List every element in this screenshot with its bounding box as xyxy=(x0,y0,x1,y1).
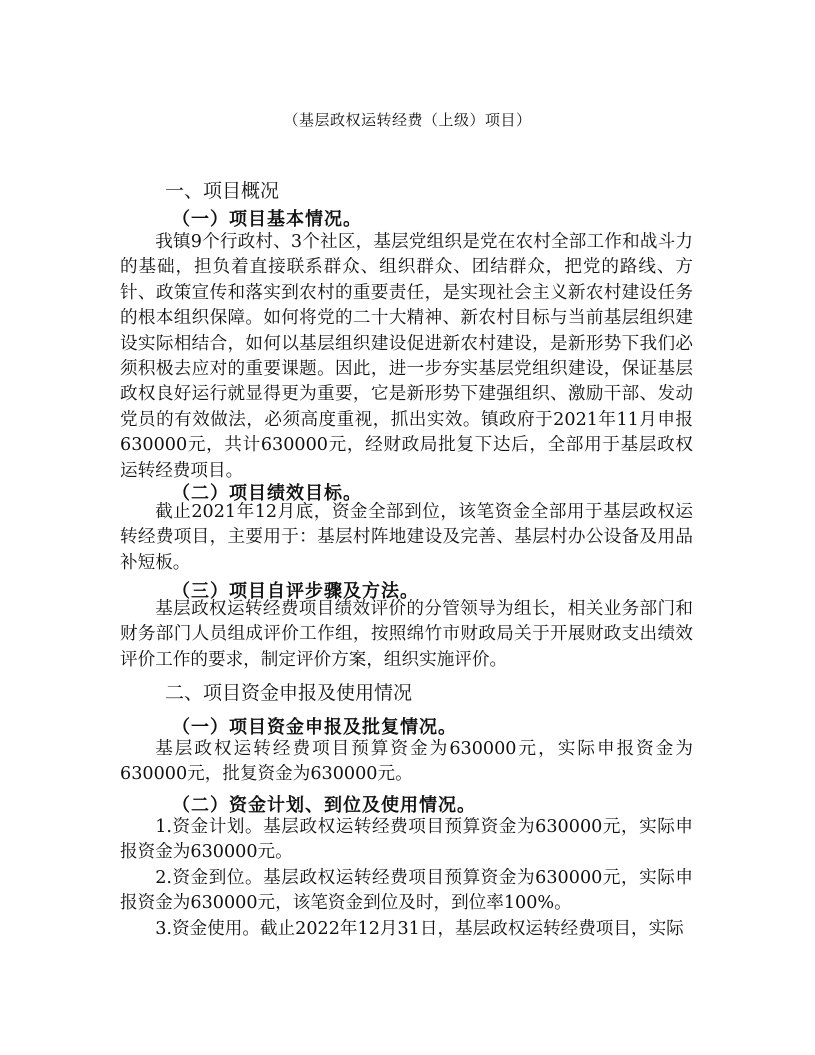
section-1-1-body xyxy=(120,230,693,484)
section-2-heading: 二、项目资金申报及使用情况 xyxy=(165,682,413,704)
section-1-3-heading: （三）项目自评步骤及方法。 xyxy=(172,581,419,602)
section-1-3-paragraph: 基层政权运转经费项目绩效评价的分管领导为组长，相关业务部门和财务部门人员组成评价工作组，按照绵竹市财政局关于开展财政支出绩效评价工作的要求，制定评价方案，组织实施评价。 xyxy=(120,599,693,670)
section-1-3-body xyxy=(120,597,693,673)
section-2-1-body xyxy=(120,737,693,788)
section-2-2-body xyxy=(120,815,693,942)
section-2-2-heading: （二）资金计划、到位及使用情况。 xyxy=(172,795,476,816)
section-2-2-item: 1.资金计划。基层政权运转经费项目预算资金为630000元，实际申报资金为630000元。 xyxy=(120,817,693,863)
section-1-1-heading: （一）项目基本情况。 xyxy=(172,209,362,230)
document-title: （基层政权运转经费（上级）项目） xyxy=(283,111,532,129)
section-1-1-paragraph: 我镇9个行政村、3个社区，基层党组织是党在农村全部工作和战斗力的基础，担负着直接联系群众、组织群众、团结群众，把党的路线、方针、政策宣传和落实到农村的重要责任，是实现社会主义新农村建设任务的根本组织保障。如何将党的二十大精神、新农村目标与当前基层组织建设实际相结合，如何以基层组织建设促进新农村建设，是新形势下我们必须积极去应对的重要课题。因此，进一步夯实基层党组织建设，保证基层政权良好运行就显得更为重要，它是新形势下建强组织、激励干部、发动党员的有效做法，必须高度重视，抓出实效。镇政府于2021年11月申报630000元，共计630000元，经财政局批复下达后，全部用于基层政权运转经费项目。 xyxy=(120,232,693,481)
section-1-2-paragraph: 截止2021年12月底，资金全部到位，该笔资金全部用于基层政权运转经费项目，主要用于：基层村阵地建设及完善、基层村办公设备及用品补短板。 xyxy=(120,502,693,573)
section-2-1-paragraph: 基层政权运转经费项目预算资金为630000元，实际申报资金为630000元，批复资金为630000元。 xyxy=(120,739,693,785)
section-2-2-item: 2.资金到位。基层政权运转经费项目预算资金为630000元，实际申报资金为630000元，该笔资金到位及时，到位率100%。 xyxy=(120,867,693,914)
section-1-2-body xyxy=(120,500,693,576)
section-1-heading: 一、项目概况 xyxy=(165,180,280,202)
section-2-1-heading: （一）项目资金申报及批复情况。 xyxy=(172,717,457,738)
section-2-2-item: 3.资金使用。截止2022年12月31日，基层政权运转经费项目，实际 xyxy=(155,918,684,939)
section-1-2-heading: （二）项目绩效目标。 xyxy=(172,483,362,504)
